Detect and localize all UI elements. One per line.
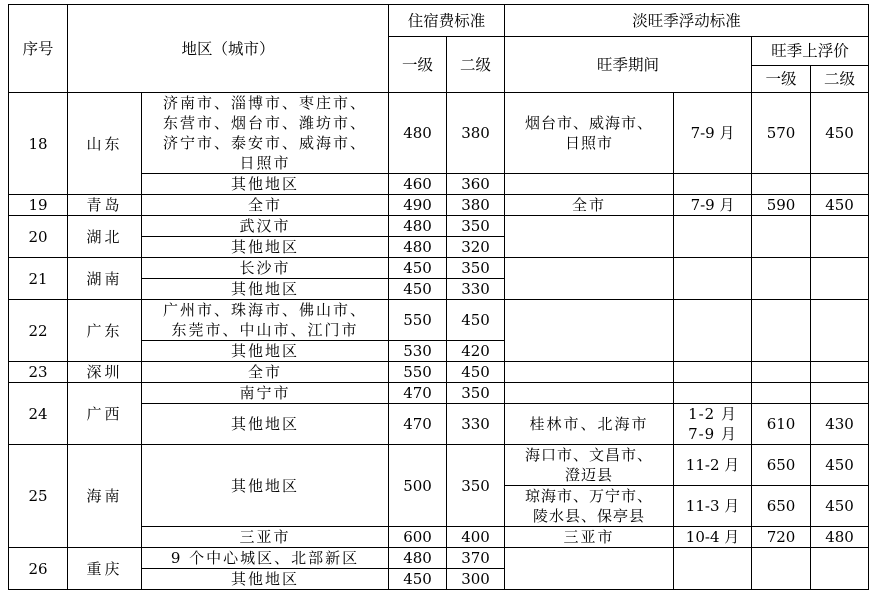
empty-cell [811, 258, 869, 300]
table-row [9, 195, 869, 216]
table-row [9, 445, 869, 486]
rate-level1: 450 [389, 279, 447, 300]
rate-level1: 470 [389, 383, 447, 404]
rate-level1: 530 [389, 341, 447, 362]
city-cell: 全市 [142, 195, 389, 216]
province-cell: 湖南 [68, 258, 142, 300]
lodging-standard-table [8, 4, 869, 590]
empty-cell [674, 548, 752, 590]
peak-city-cell: 桂林市、北海市 [505, 404, 674, 445]
row-seq: 25 [9, 445, 68, 548]
province-cell: 重庆 [68, 548, 142, 590]
table-row [9, 300, 869, 341]
empty-cell [505, 383, 674, 404]
row-seq: 18 [9, 93, 68, 195]
empty-cell [752, 258, 811, 300]
header-row [9, 5, 869, 37]
province-cell: 湖北 [68, 216, 142, 258]
rate-level2: 380 [447, 93, 505, 174]
province-cell: 广东 [68, 300, 142, 362]
header-region: 地区（城市） [68, 5, 389, 93]
float-level1: 590 [752, 195, 811, 216]
city-cell: 全市 [142, 362, 389, 383]
rate-level1: 480 [389, 216, 447, 237]
rate-level2: 450 [447, 362, 505, 383]
province-cell: 青岛 [68, 195, 142, 216]
peak-city-cell: 三亚市 [505, 527, 674, 548]
header-peak-period: 旺季期间 [505, 37, 752, 93]
row-seq: 23 [9, 362, 68, 383]
empty-cell [505, 174, 674, 195]
header-seq: 序号 [9, 5, 68, 93]
city-cell: 其他地区 [142, 404, 389, 445]
empty-cell [811, 383, 869, 404]
rate-level2: 380 [447, 195, 505, 216]
peak-period-cell: 1-2 月 7-9 月 [674, 404, 752, 445]
table-row [9, 383, 869, 404]
city-cell: 其他地区 [142, 279, 389, 300]
city-cell: 其他地区 [142, 174, 389, 195]
header-lodging-level2: 二级 [447, 37, 505, 93]
empty-cell [674, 300, 752, 362]
rate-level2: 450 [447, 300, 505, 341]
header-float-level2: 二级 [811, 66, 869, 93]
rate-level2: 360 [447, 174, 505, 195]
city-cell: 其他地区 [142, 237, 389, 258]
empty-cell [505, 362, 674, 383]
float-level2: 430 [811, 404, 869, 445]
city-cell: 济南市、淄博市、枣庄市、 东营市、烟台市、潍坊市、 济宁市、泰安市、威海市、 日照市 [142, 93, 389, 174]
table-row [9, 93, 869, 174]
header-season: 淡旺季浮动标准 [505, 5, 869, 37]
rate-level2: 370 [447, 548, 505, 569]
rate-level2: 330 [447, 279, 505, 300]
rate-level1: 490 [389, 195, 447, 216]
table-row [9, 362, 869, 383]
table-row [9, 216, 869, 237]
rate-level1: 550 [389, 362, 447, 383]
row-seq: 20 [9, 216, 68, 258]
rate-level1: 480 [389, 548, 447, 569]
peak-period-cell: 7-9 月 [674, 93, 752, 174]
float-level1: 610 [752, 404, 811, 445]
rate-level1: 480 [389, 93, 447, 174]
city-cell: 长沙市 [142, 258, 389, 279]
city-cell: 其他地区 [142, 569, 389, 590]
float-level1: 650 [752, 445, 811, 486]
empty-cell [811, 216, 869, 258]
header-float-level1: 一级 [752, 66, 811, 93]
row-seq: 22 [9, 300, 68, 362]
peak-city-cell: 烟台市、威海市、 日照市 [505, 93, 674, 174]
rate-level1: 550 [389, 300, 447, 341]
float-level1: 720 [752, 527, 811, 548]
rate-level1: 470 [389, 404, 447, 445]
peak-period-cell: 11-3 月 [674, 486, 752, 527]
rate-level2: 350 [447, 445, 505, 527]
empty-cell [752, 362, 811, 383]
city-cell: 武汉市 [142, 216, 389, 237]
peak-city-cell: 琼海市、万宁市、 陵水县、保亭县 [505, 486, 674, 527]
header-lodging: 住宿费标准 [389, 5, 505, 37]
rate-level1: 600 [389, 527, 447, 548]
empty-cell [752, 383, 811, 404]
row-seq: 24 [9, 383, 68, 445]
float-level2: 450 [811, 445, 869, 486]
province-cell: 广西 [68, 383, 142, 445]
table-row [9, 548, 869, 569]
float-level2: 450 [811, 195, 869, 216]
province-cell: 山东 [68, 93, 142, 195]
city-cell: 其他地区 [142, 445, 389, 527]
province-cell: 深圳 [68, 362, 142, 383]
header-lodging-level1: 一级 [389, 37, 447, 93]
peak-period-cell: 11-2 月 [674, 445, 752, 486]
rate-level1: 460 [389, 174, 447, 195]
empty-cell [505, 216, 674, 258]
empty-cell [674, 383, 752, 404]
rate-level1: 450 [389, 258, 447, 279]
rate-level2: 350 [447, 258, 505, 279]
rate-level2: 350 [447, 383, 505, 404]
float-level2: 450 [811, 486, 869, 527]
rate-level2: 330 [447, 404, 505, 445]
row-seq: 26 [9, 548, 68, 590]
float-level2: 480 [811, 527, 869, 548]
empty-cell [505, 548, 674, 590]
float-level1: 650 [752, 486, 811, 527]
city-cell: 南宁市 [142, 383, 389, 404]
empty-cell [752, 548, 811, 590]
row-seq: 21 [9, 258, 68, 300]
empty-cell [811, 548, 869, 590]
empty-cell [811, 362, 869, 383]
rate-level1: 500 [389, 445, 447, 527]
rate-level2: 420 [447, 341, 505, 362]
rate-level2: 300 [447, 569, 505, 590]
float-level2: 450 [811, 93, 869, 174]
province-cell: 海南 [68, 445, 142, 548]
empty-cell [811, 300, 869, 362]
row-seq: 19 [9, 195, 68, 216]
empty-cell [674, 258, 752, 300]
empty-cell [752, 174, 811, 195]
rate-level1: 450 [389, 569, 447, 590]
empty-cell [674, 216, 752, 258]
empty-cell [752, 216, 811, 258]
peak-city-cell: 海口市、文昌市、 澄迈县 [505, 445, 674, 486]
peak-period-cell: 7-9 月 [674, 195, 752, 216]
empty-cell [505, 300, 674, 362]
empty-cell [674, 362, 752, 383]
rate-level2: 350 [447, 216, 505, 237]
rate-level2: 320 [447, 237, 505, 258]
rate-level1: 480 [389, 237, 447, 258]
rate-level2: 400 [447, 527, 505, 548]
empty-cell [811, 174, 869, 195]
peak-period-cell: 10-4 月 [674, 527, 752, 548]
table-row [9, 258, 869, 279]
empty-cell [752, 300, 811, 362]
float-level1: 570 [752, 93, 811, 174]
empty-cell [505, 258, 674, 300]
city-cell: 三亚市 [142, 527, 389, 548]
city-cell: 其他地区 [142, 341, 389, 362]
city-cell: 9 个中心城区、北部新区 [142, 548, 389, 569]
peak-city-cell: 全市 [505, 195, 674, 216]
city-cell: 广州市、珠海市、佛山市、 东莞市、中山市、江门市 [142, 300, 389, 341]
empty-cell [674, 174, 752, 195]
header-peak-float: 旺季上浮价 [752, 37, 869, 66]
